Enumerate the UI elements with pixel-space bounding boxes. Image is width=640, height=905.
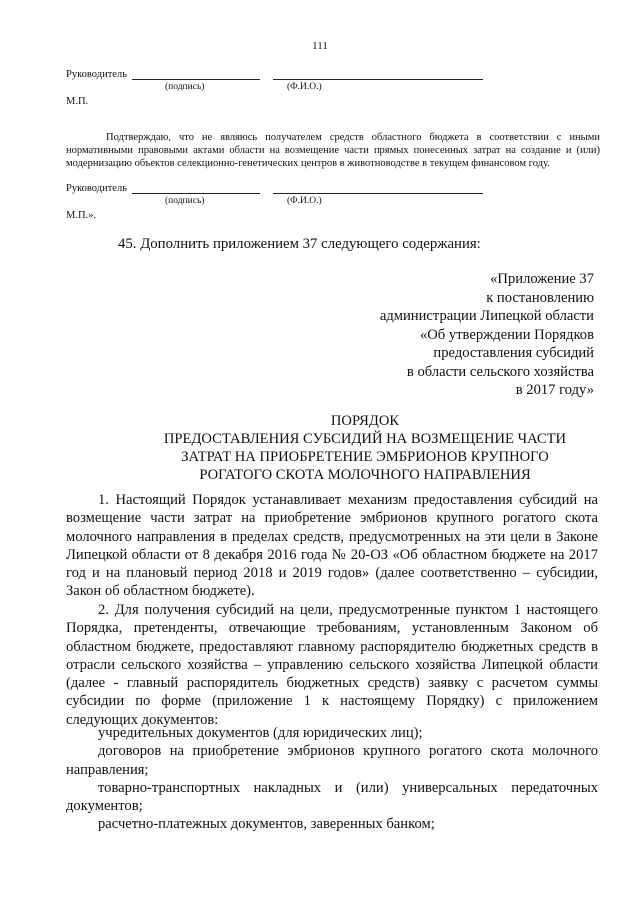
signatory-label-2: Руководитель (66, 183, 127, 194)
page-number: 111 (312, 40, 328, 52)
title-line: ПРЕДОСТАВЛЕНИЯ СУБСИДИЙ НА ВОЗМЕЩЕНИЕ ЧАСТИ (163, 431, 567, 447)
appendix-line: администрации Липецкой области (379, 308, 594, 324)
list-item: учредительных документов (для юридических лиц); (98, 725, 423, 741)
signature-line-2 (132, 193, 260, 194)
title-line: РОГАТОГО СКОТА МОЛОЧНОГО НАПРАВЛЕНИЯ (199, 467, 531, 483)
title-line: ПОРЯДОК (330, 413, 400, 429)
appendix-line: в области сельского хозяйства (406, 363, 594, 380)
appendix-line: предоставления субсидий (433, 345, 594, 361)
appendix-line: «Об утверждении Порядков (419, 326, 594, 343)
document-list (66, 724, 598, 834)
stamp-place-2: М.П.». (66, 210, 97, 221)
signatory-label: Руководитель (66, 69, 127, 80)
signature-caption: (подпись) (165, 82, 205, 92)
confirmation-text: Подтверждаю, что не являюсь получателем средств областного бюджета в соответствии с иными нормативными правовыми актами области на возмещение части прямых понесенных затрат на создание и (или) модернизацию объектов селекционно-генетических центров в животноводстве в текущем финансовом году. (66, 132, 600, 169)
list-item: товарно-транспортных накладных и (или) универсальных передаточных документов; (66, 779, 598, 815)
name-line (273, 79, 483, 80)
name-caption-2: (Ф.И.О.) (287, 196, 322, 206)
title-line: ЗАТРАТ НА ПРИОБРЕТЕНИЕ ЭМБРИОНОВ КРУПНОГО (181, 449, 549, 465)
appendix-line: «Приложение 37 (490, 271, 594, 287)
signature-caption-2: (подпись) (165, 196, 205, 206)
paragraph-2: 2. Для получения субсидий на цели, предусмотренные пунктом 1 настоящего Порядка, претенденты, отвечающие требованиям, установленным Законом об областном бюджете, предоставляют главному распорядителю бюджетных средств в отрасли сельского хозяйства – управлению сельского хозяйства Липецкой области (далее - главный распорядитель бюджетных средств) заявку с расчетом суммы субсидии по форме (приложение 1 к настоящему Порядку) с приложением следующих документов: (66, 602, 598, 728)
name-caption: (Ф.И.О.) (287, 82, 322, 92)
name-line-2 (273, 193, 483, 194)
appendix-line: к постановлению (486, 289, 594, 306)
document-title (120, 412, 610, 484)
stamp-place: М.П. (66, 96, 89, 107)
appendix-line: в 2017 году» (515, 382, 594, 398)
list-item: расчетно-платежных документов, заверенных банком; (98, 816, 435, 833)
list-item: договоров на приобретение эмбрионов крупного рогатого скота молочного направления; (66, 743, 598, 778)
amendment-item-45: 45. Дополнить приложением 37 следующего содержания: (118, 236, 481, 252)
paragraph-1: 1. Настоящий Порядок устанавливает механизм предоставления субсидий на возмещение части затрат на приобретение эмбрионов крупного рогатого скота молочного направления в пределах средств, предусмотренных на эти цели в Законе Липецкой области от 8 декабря 2016 года № 20-ОЗ «Об областном бюджете на 2017 год и на плановый период 2018 и 2019 годов» (далее соответственно – субсидии, Закон об областном бюджете). (66, 492, 598, 600)
appendix-header (294, 270, 594, 400)
signature-line (132, 79, 260, 80)
